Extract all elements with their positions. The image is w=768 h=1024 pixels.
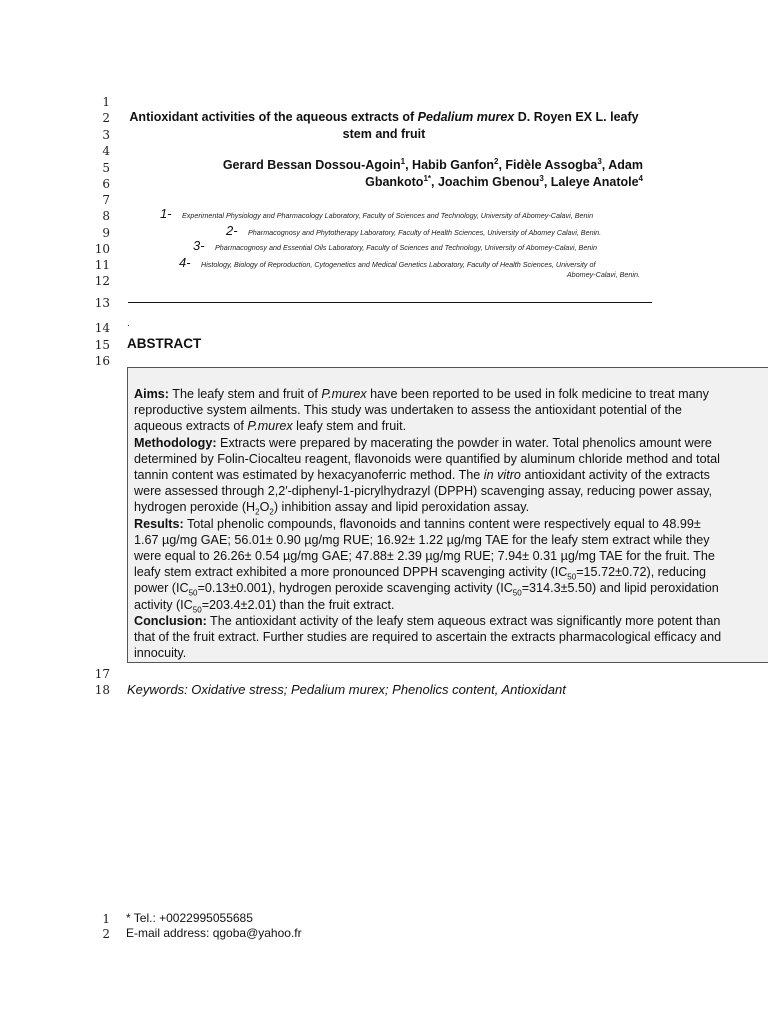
line-number: 7 — [102, 193, 110, 207]
line-number: 13 — [94, 296, 110, 310]
paper-title: Antioxidant activities of the aqueous extracts of Pedalium murex D. Royen EX L. leafy stem and fruit — [129, 110, 639, 141]
affiliation-2: 2- Pharmacognosy and Phytotherapy Laboratory, Faculty of Health Sciences, University of Abomey Calavi, Benin. — [226, 223, 602, 238]
line-number: 10 — [94, 242, 110, 256]
affiliation-4: 4- Histology, Biology of Reproduction, Cytogenetics and Medical Genetics Laboratory, Faculty of Health Sciences, University of — [179, 255, 596, 270]
line-number: 12 — [94, 274, 110, 288]
stray-dot: . — [127, 318, 130, 329]
authors — [123, 157, 643, 191]
line-number: 2 — [102, 111, 110, 125]
line-number: 15 — [94, 338, 110, 352]
line-number: 9 — [102, 226, 110, 240]
affiliation-1: 1- Experimental Physiology and Pharmacology Laboratory, Faculty of Sciences and Technology, University of Abomey-Calavi, Benin — [160, 206, 594, 221]
affiliation-4-cont: Abomey-Calavi, Benin. — [566, 270, 640, 279]
line-number: 11 — [94, 258, 110, 272]
line-number: 8 — [102, 209, 110, 223]
affiliation-3: 3- Pharmacognosy and Essential Oils Laboratory, Faculty of Sciences and Technology, University of Abomey-Calavi, Benin — [193, 238, 597, 253]
footer-email: E-mail address: qgoba@yahoo.fr — [126, 926, 302, 940]
line-number: 1 — [102, 95, 110, 109]
authors-line-1: Gerard Bessan Dossou-Agoin$^1$, Habib Ganfon$^2$, Fidèle Assogba$^3$, Adam — [222, 156, 643, 172]
line-number: 17 — [94, 667, 110, 681]
species-name: Pedalium murex — [417, 110, 515, 124]
line-number: 6 — [102, 177, 110, 191]
separator-rule — [128, 302, 652, 303]
line-number: 5 — [102, 161, 110, 175]
line-number: 14 — [94, 321, 110, 335]
footer-line-number: 2 — [102, 927, 110, 941]
line-number: 16 — [94, 354, 110, 368]
line-number: 4 — [102, 144, 110, 158]
keywords: Keywords: Oxidative stress; Pedalium murex; Phenolics content, Antioxidant — [127, 682, 566, 697]
authors-line-2: Gbankoto$^{1*}$, Joachim Gbenou$^3$, Laleye Anatole$^4$ — [365, 173, 643, 189]
line-number: 18 — [94, 683, 110, 697]
abstract-box: Aims: The leafy stem and fruit of P.murex have been reported to be used in folk medicine to treat many reproductive system ailments. This study was undertaken to assess the antioxidant potential of the aqueous extracts of P.murex leafy stem and fruit. Methodology: Extracts were prepared by macerating the powder in water. Total phenolics amount were determined by Folin-Ciocalteu reagent, flavonoids were quantified by aluminum chloride method and total tannin content was estimated by hexacyanoferric method. The in vitro antioxidant activity of the extracts were assessed through 2,2′-diphenyl-1-picrylhydrazyl (DPPH) scavenging assay, reducing power assay, hydrogen peroxide $(H_2O_2)$ inhibition assay and lipid peroxidation assay. Results: Total phenolic compounds, flavonoids and tannins content were respectively equal to 48.99± 1.67 µg/mg GAE; 56.01± 0.90 µg/mg RUE; 16.92± 1.22 µg/mg TAE for the leafy stem extract while they were equal to 26.26± 0.54 µg/mg GAE; 47.88± 2.39 µg/mg RUE; 7.94± 0.31 µg/mg TAE for the fruit. The leafy stem extract exhibited a more pronounced DPPH scavenging activity $(IC_{50}=15.72\pm 0.72)$, reducing power $(IC_{50}=0.13\pm 0.001)$, hydrogen peroxide scavenging activity $(IC_{50}=314.3\pm 5.50)$ and lipid peroxidation activity $(IC_{50}=203.4\pm 2.01)$ than the fruit extract. Conclusion: The antioxidant activity of the leafy stem aqueous extract was significantly more potent than that of the fruit extract. Further studies are required to ascertain the extracts pharmacological efficacy and innocuity. — [127, 367, 768, 663]
abstract-heading: ABSTRACT — [127, 336, 202, 351]
footer-telephone: * Tel.: +0022995055685 — [126, 911, 253, 925]
line-number: 3 — [102, 128, 110, 142]
footer-line-number: 1 — [102, 912, 110, 926]
